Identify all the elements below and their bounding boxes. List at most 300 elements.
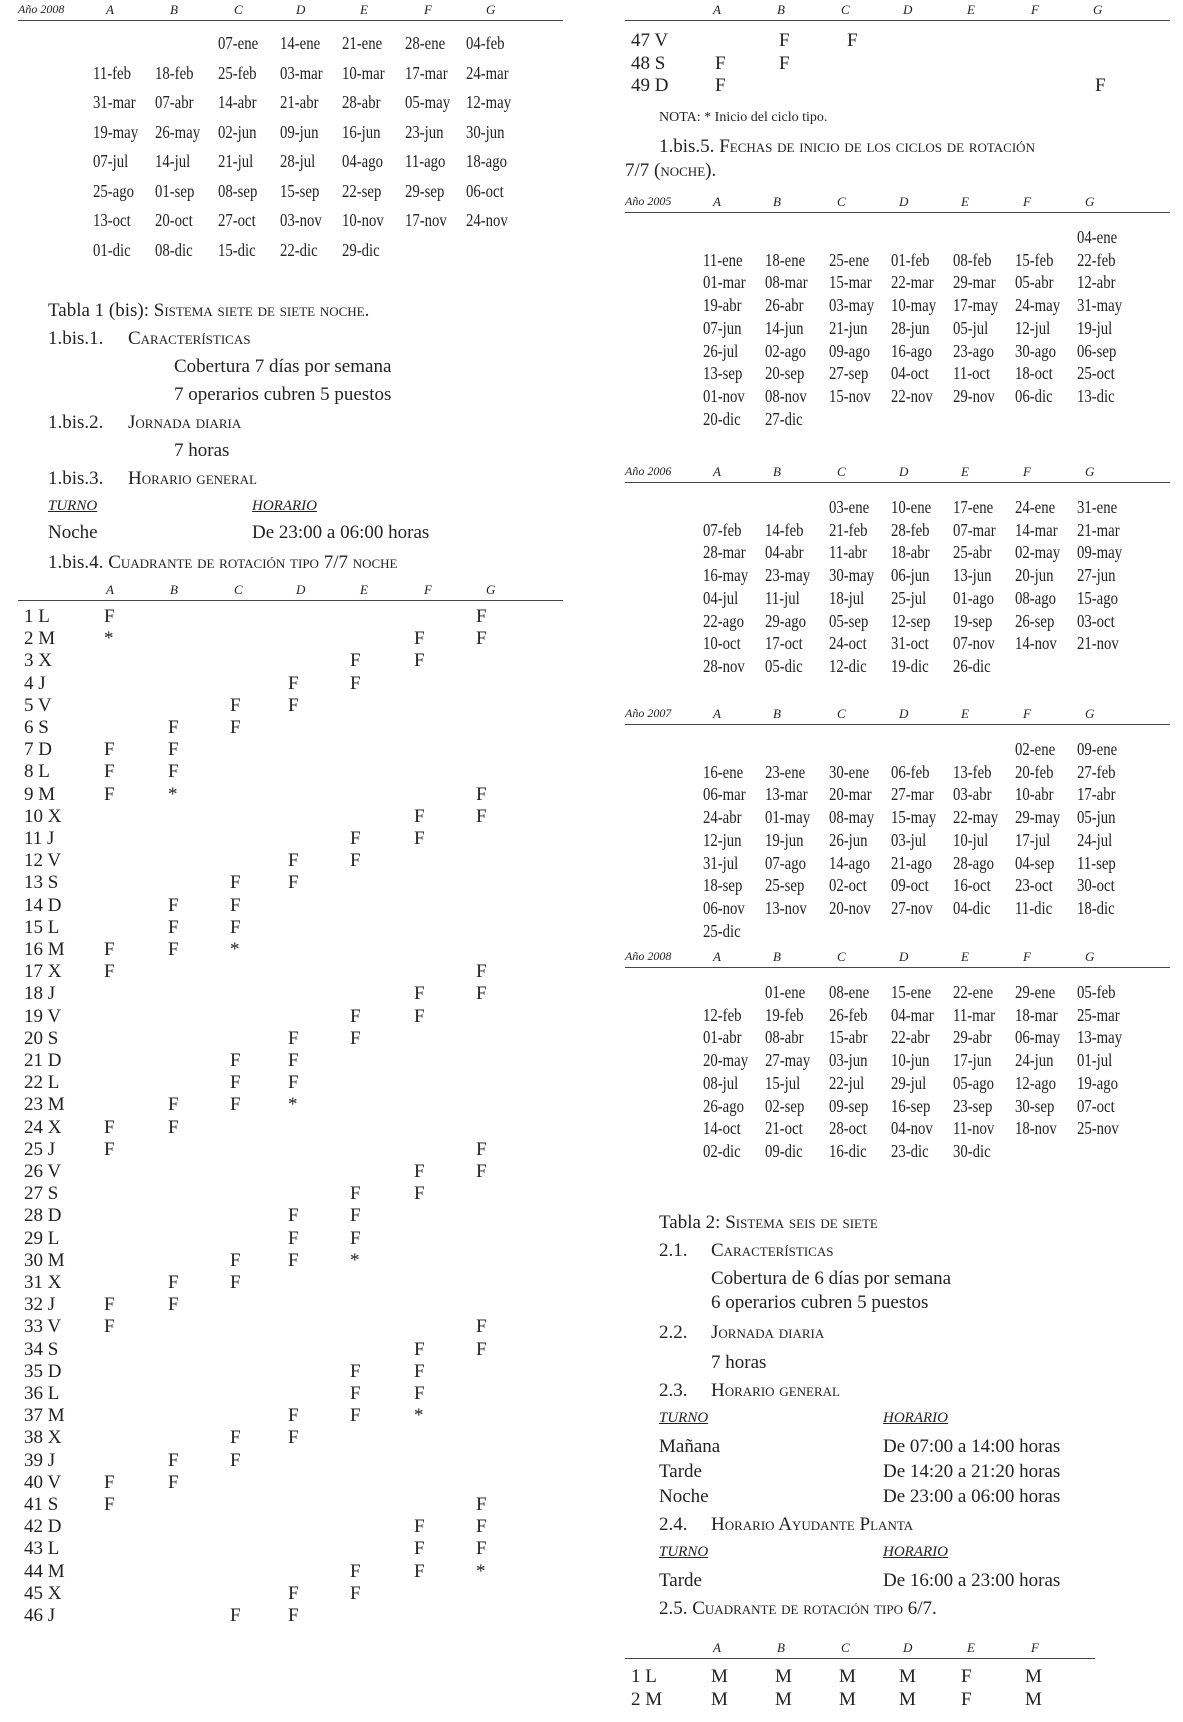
date-cell: 10-ene (891, 497, 932, 517)
day-label: 38 X (24, 1427, 62, 1449)
column-header-a: A (713, 949, 721, 964)
shift-mark: F (476, 1516, 487, 1538)
shift-mark: F (104, 1471, 115, 1493)
date-cell: 20-oct (155, 210, 193, 230)
shift-mark: F (104, 1294, 115, 1316)
date-cell: 04-abr (765, 542, 804, 563)
date-cell: 11-feb (93, 62, 131, 83)
date-cell: 16-dic (829, 1140, 867, 1161)
date-cell: 10-nov (342, 210, 384, 230)
ayud-turno-header: TURNO (659, 1544, 709, 1560)
day-label: 34 S (24, 1338, 59, 1360)
date-cell: 01-nov (703, 385, 745, 406)
date-cell: 24-jul (1077, 829, 1113, 850)
day-label: 29 L (24, 1227, 60, 1249)
date-cell: 05-ago (953, 1072, 994, 1093)
shift-mark: F (476, 1138, 487, 1160)
column-header-c: C (837, 194, 846, 209)
rotation-row (18, 739, 563, 761)
date-cell: 19-jul (1077, 317, 1113, 338)
date-cell: 28-ago (953, 852, 994, 873)
date-cell: 28-mar (703, 542, 746, 563)
shift-mark: M (899, 1688, 916, 1710)
shift-mark: F (168, 939, 179, 960)
date-cell: 08-mar (765, 272, 808, 293)
column-header-d: D (296, 582, 306, 597)
column-header-g: G (486, 582, 496, 597)
date-cell: 01-sep (155, 180, 195, 201)
date-cell: 23-ago (953, 340, 994, 361)
shift-mark: F (414, 1161, 425, 1182)
shift-mark: F (168, 1471, 179, 1493)
date-cell: 05-jun (1077, 807, 1116, 828)
day-label: 11 J (24, 828, 55, 849)
shift-mark: F (288, 672, 299, 694)
date-cell: 26-jul (703, 340, 739, 361)
date-cell: 16-ene (703, 761, 744, 782)
year-block (625, 192, 1170, 429)
date-cell: 17-nov (405, 210, 447, 230)
shift-mark: F (288, 1605, 299, 1626)
shift-mark: F (414, 628, 425, 650)
column-header-c: C (234, 2, 243, 17)
date-cell: 21-nov (1077, 633, 1119, 654)
date-cell: 05-feb (1077, 982, 1116, 1002)
day-label: 2 M (631, 1688, 663, 1710)
date-cell: 03-may (829, 295, 875, 316)
shift-mark: F (168, 916, 179, 938)
date-cell: 18-nov (1015, 1118, 1057, 1139)
day-label: 8 L (24, 761, 50, 783)
date-cell: 23-ene (765, 761, 806, 782)
date-cell: 28-jun (891, 317, 930, 338)
date-cell: 27-sep (829, 363, 869, 384)
rotation-row (18, 1050, 563, 1072)
column-header-f: F (1023, 706, 1031, 721)
date-cell: 16-jun (342, 121, 381, 142)
date-cell: 12-abr (1077, 272, 1116, 293)
shift-mark: M (775, 1666, 792, 1687)
date-cell: 21-feb (829, 519, 868, 540)
shift-mark: F (476, 1161, 487, 1182)
date-cell: 04-oct (891, 363, 929, 384)
date-cell: 09-oct (891, 875, 929, 896)
date-cell: 27-jun (1077, 565, 1116, 586)
shift-mark: F (230, 717, 241, 738)
shift-mark: F (104, 939, 115, 960)
shift-mark: F (104, 1316, 115, 1338)
date-cell: 31-oct (891, 633, 929, 654)
date-cell: 16-ago (891, 340, 932, 361)
date-cell: 12-jun (703, 829, 742, 850)
date-cell: 17-ene (953, 497, 994, 517)
year-block (625, 462, 1170, 676)
shift-mark: F (230, 872, 241, 894)
date-cell: 19-ago (1077, 1072, 1118, 1093)
shift-mark: F (847, 30, 858, 51)
shift-mark: * (104, 628, 114, 650)
date-cell: 29-mar (953, 272, 996, 293)
year-block (625, 947, 1170, 1161)
column-header-g: G (486, 2, 496, 17)
date-cell: 30-oct (1077, 875, 1115, 896)
shift-mark: F (288, 1249, 299, 1271)
column-header-d: D (899, 949, 909, 964)
rotation-row (18, 1605, 563, 1627)
shift-mark: F (476, 783, 487, 805)
section-1bis1: 1.bis.1. Características (48, 328, 251, 349)
shift-mark: F (104, 783, 115, 805)
date-cell: 08-nov (765, 385, 807, 406)
date-cell: 06-nov (703, 897, 745, 918)
shift-mark: F (288, 1582, 299, 1604)
shift-mark: F (414, 828, 425, 849)
date-cell: 22-ene (953, 982, 994, 1002)
column-header-d: D (899, 194, 909, 209)
date-cell: 13-sep (703, 363, 743, 384)
shift-mark: F (350, 1383, 361, 1404)
date-cell: 15-nov (829, 385, 871, 406)
rotation-row (18, 850, 563, 872)
column-header-f: F (424, 2, 432, 17)
rotation-row (18, 1583, 563, 1605)
date-cell: 26-may (155, 121, 201, 142)
date-cell: 01-may (765, 807, 811, 828)
year-label: Año 2005 (625, 194, 672, 208)
day-label: 37 M (24, 1405, 65, 1427)
date-cell: 08-sep (218, 180, 258, 201)
shift-mark: F (350, 1582, 361, 1604)
rotation-row (625, 53, 1170, 76)
column-header-c: C (837, 949, 846, 964)
date-cell: 23-sep (953, 1095, 993, 1116)
rotation-row (18, 606, 563, 628)
column-header-e: E (961, 706, 969, 721)
date-cell: 11-dic (1015, 897, 1053, 918)
day-label: 7 D (24, 739, 52, 761)
date-cell: 31-mar (93, 92, 136, 112)
shift-mark: F (961, 1666, 972, 1687)
rotation-row (18, 1383, 563, 1405)
date-cell: 27-dic (765, 408, 803, 429)
date-cell: 24-jun (1015, 1050, 1054, 1071)
date-cell: 12-jul (1015, 317, 1051, 338)
date-cell: 22-abr (891, 1027, 930, 1048)
shift-mark: F (230, 1272, 241, 1293)
date-cell: 09-ene (1077, 739, 1118, 759)
shift-mark: F (350, 1360, 361, 1382)
shift-mark: * (168, 783, 178, 805)
shift-mark: F (414, 805, 425, 827)
rotation-row (18, 1183, 563, 1205)
date-cell: 20-mar (829, 784, 872, 805)
year-block (625, 704, 1170, 941)
date-cell: 21-abr (280, 92, 319, 112)
date-cell: 17-oct (765, 633, 803, 654)
date-cell: 08-ago (1015, 587, 1056, 608)
date-cell: 28-jul (280, 151, 316, 171)
shift-mark: F (476, 983, 487, 1005)
date-cell: 19-feb (765, 1004, 804, 1025)
date-cell: 26-abr (765, 295, 804, 316)
tabla1bis-title: Tabla 1 (bis): Sistema siete de siete noche. (48, 300, 370, 321)
shift-mark: F (350, 828, 361, 849)
shift-mark: F (414, 650, 425, 672)
shift-mark: F (414, 1560, 425, 1582)
t2-horario-header: HORARIO (883, 1410, 948, 1426)
date-cell: 12-sep (891, 610, 931, 631)
rotation-row (18, 828, 563, 850)
date-cell: 17-jul (1015, 829, 1051, 850)
shift-mark: F (230, 694, 241, 716)
date-cell: 02-oct (829, 875, 867, 896)
date-cell: 31-may (1077, 295, 1123, 316)
shift-turno: Mañana (659, 1436, 721, 1457)
shift-mark: F (230, 1449, 241, 1471)
day-label: 25 J (24, 1138, 56, 1160)
date-cell: 23-jun (405, 121, 444, 142)
rotation-row (18, 717, 563, 739)
date-cell: 11-nov (953, 1118, 995, 1139)
shift-mark: F (414, 1338, 425, 1360)
date-cell: 27-feb (1077, 761, 1116, 782)
rotation-row (18, 695, 563, 717)
date-cell: 07-mar (953, 519, 996, 540)
date-cell: 05-abr (1015, 272, 1054, 293)
date-cell: 02-ago (765, 340, 806, 361)
shift-mark: F (414, 1360, 425, 1382)
date-cell: 30-jun (466, 121, 505, 142)
column-header-f: F (424, 582, 432, 597)
date-cell: 19-dic (891, 655, 929, 676)
date-cell: 18-ene (765, 249, 806, 270)
date-cell: 22-nov (891, 385, 933, 406)
date-cell: 15-ago (1077, 587, 1118, 608)
day-label: 1 L (24, 606, 50, 627)
date-cell: 04-mar (891, 1004, 934, 1025)
shift-mark: F (230, 1249, 241, 1271)
ayud-turno: Tarde (659, 1570, 702, 1591)
day-label: 17 X (24, 961, 62, 983)
section-2-5: 2.5. Cuadrante de rotación tipo 6/7. (659, 1598, 937, 1619)
shift-mark: F (168, 1116, 179, 1138)
shift-mark: F (779, 52, 790, 74)
shift-mark: F (288, 1227, 299, 1249)
date-cell: 22-jul (829, 1072, 865, 1093)
shift-mark: F (288, 1405, 299, 1427)
date-cell: 15-dic (218, 239, 256, 260)
rotation-row (18, 872, 563, 894)
day-label: 18 J (24, 983, 56, 1005)
day-label: 31 X (24, 1272, 62, 1293)
date-cell: 03-jul (891, 829, 927, 850)
rotation-row (18, 1494, 563, 1516)
shift-mark: F (350, 1227, 361, 1249)
shift-mark: F (168, 1272, 179, 1293)
date-cell: 26-ago (703, 1095, 744, 1116)
date-cell: 12-may (466, 92, 512, 112)
date-cell: 27-may (765, 1050, 811, 1071)
day-label: 40 V (24, 1471, 62, 1493)
date-cell: 29-sep (405, 180, 445, 201)
date-cell: 06-dic (1015, 385, 1053, 406)
column-header-g: G (1085, 949, 1095, 964)
day-label: 27 S (24, 1183, 59, 1205)
day-label: 12 V (24, 850, 62, 872)
column-header-b: B (773, 706, 781, 721)
shift-mark: F (476, 1316, 487, 1338)
rotation-row (18, 806, 563, 828)
rotation-row (18, 1272, 563, 1294)
rotation-row (18, 784, 563, 806)
column-header-e: E (360, 582, 368, 597)
shift-turno: Tarde (659, 1461, 702, 1482)
shift-mark: F (414, 1005, 425, 1027)
date-cell: 10-jun (891, 1050, 930, 1071)
date-cell: 07-abr (155, 92, 194, 112)
date-cell: 21-oct (765, 1118, 803, 1139)
date-cell: 13-oct (93, 210, 131, 230)
shift-mark: F (414, 1183, 425, 1205)
rotation-row (18, 1472, 563, 1494)
date-cell: 28-nov (703, 655, 745, 676)
date-cell: 15-sep (280, 180, 320, 201)
date-cell: 03-jun (829, 1050, 868, 1071)
shift-mark: F (414, 1516, 425, 1538)
year-header (625, 704, 1170, 725)
shift-mark: F (288, 1072, 299, 1094)
date-cell: 16-oct (953, 875, 991, 896)
date-cell: 29-abr (953, 1027, 992, 1048)
column-header-b: B (170, 582, 178, 597)
date-cell: 21-mar (1077, 519, 1120, 540)
column-header-e: E (967, 2, 975, 17)
date-cell: 04-nov (891, 1118, 933, 1139)
shift-mark: F (476, 805, 487, 827)
date-cell: 11-sep (1077, 852, 1116, 873)
rotation-row (18, 1072, 563, 1094)
date-cell: 22-dic (280, 239, 318, 260)
date-cell: 25-mar (1077, 1004, 1120, 1025)
day-label: 28 D (24, 1205, 62, 1227)
date-cell: 12-dic (829, 655, 867, 676)
shift-mark: M (775, 1688, 792, 1710)
date-cell: 08-dic (155, 239, 193, 260)
date-cell: 08-may (829, 807, 875, 828)
date-cell: 10-may (891, 295, 937, 316)
section-2-1: 2.1. Características (659, 1240, 834, 1261)
date-cell: 06-oct (466, 180, 504, 201)
shift-mark: F (476, 1338, 487, 1360)
date-cell: 11-oct (953, 363, 991, 384)
column-header-f: F (1023, 949, 1031, 964)
date-cell: 25-feb (218, 62, 257, 83)
rotation-row (625, 1666, 1095, 1689)
date-cell: 28-abr (342, 92, 381, 112)
date-cell: 09-may (1077, 542, 1123, 563)
shift-mark: F (168, 1094, 179, 1116)
rotation-row (18, 1339, 563, 1361)
date-cell: 09-ago (829, 340, 870, 361)
section-2-4: 2.4. Horario Ayudante Planta (659, 1514, 914, 1535)
date-cell: 19-may (93, 121, 139, 142)
section-1bis4: 1.bis.4. Cuadrante de rotación tipo 7/7 noche (48, 552, 398, 573)
shift-mark: F (288, 1427, 299, 1449)
day-label: 10 X (24, 805, 62, 827)
shift-mark: F (414, 1538, 425, 1560)
date-cell: 15-jul (765, 1072, 801, 1093)
date-cell: 23-may (765, 565, 811, 586)
column-header-c: C (837, 706, 846, 721)
date-cell: 01-mar (703, 272, 746, 293)
ayud-horario-header: HORARIO (883, 1544, 948, 1560)
column-header-b: B (773, 194, 781, 209)
day-label: 2 M (24, 628, 56, 650)
shift-mark: F (104, 606, 115, 627)
date-cell: 18-jul (829, 587, 865, 608)
date-cell: 29-dic (342, 239, 380, 260)
date-cell: 25-sep (765, 875, 805, 896)
date-cell: 04-ene (1077, 227, 1118, 247)
date-cell: 09-sep (829, 1095, 869, 1116)
day-label: 24 X (24, 1116, 62, 1138)
shift-mark: * (476, 1560, 486, 1582)
date-cell: 14-oct (703, 1118, 741, 1139)
date-cell: 07-ene (218, 33, 259, 53)
shift-mark: F (104, 1494, 115, 1515)
date-cell: 30-ene (829, 761, 870, 782)
date-cell: 06-mar (703, 784, 746, 805)
column-header-g: G (1085, 706, 1095, 721)
date-cell: 24-mar (466, 62, 509, 83)
rotation-row (18, 1561, 563, 1583)
rotation-row (18, 917, 563, 939)
date-cell: 14-jul (155, 151, 191, 171)
shift-mark: F (288, 1050, 299, 1071)
column-header-b: B (170, 2, 178, 17)
shift-mark: F (168, 761, 179, 783)
date-cell: 04-jul (703, 587, 739, 608)
day-label: 15 L (24, 916, 60, 938)
date-cell: 23-dic (891, 1140, 929, 1161)
shift-mark: F (168, 1449, 179, 1471)
date-cell: 19-abr (703, 295, 742, 316)
rotation-row (18, 983, 563, 1005)
column-header-a: A (713, 194, 721, 209)
shift-mark: F (715, 52, 726, 74)
day-label: 43 L (24, 1538, 60, 1560)
date-cell: 25-abr (953, 542, 992, 563)
date-cell: 29-ago (765, 610, 806, 631)
shift-mark: M (839, 1666, 856, 1687)
column-header-b: B (777, 1640, 785, 1655)
date-cell: 20-jun (1015, 565, 1054, 586)
date-cell: 18-sep (703, 875, 743, 896)
shift-mark: M (1025, 1666, 1042, 1687)
t2-caract-line-2: 6 operarios cubren 5 puestos (711, 1292, 929, 1313)
shift-mark: F (104, 1138, 115, 1160)
date-cell: 14-jun (765, 317, 804, 338)
rotation-row (18, 1094, 563, 1116)
date-cell: 10-abr (1015, 784, 1054, 805)
rotation-6-7-header (625, 1638, 1095, 1659)
date-cell: 09-jun (280, 121, 319, 142)
horario-header: HORARIO (252, 498, 317, 514)
date-cell: 24-may (1015, 295, 1061, 316)
rotation-row (18, 650, 563, 672)
date-cell: 18-oct (1015, 363, 1053, 384)
day-label: 44 M (24, 1560, 65, 1582)
